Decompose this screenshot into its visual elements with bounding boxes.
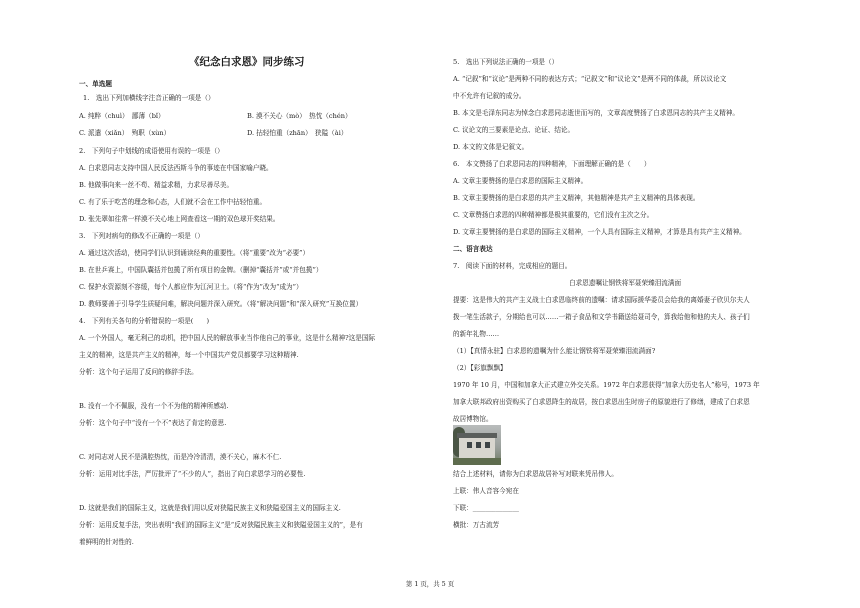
q5-option-a-line1: A. “记叙”和“议论”是两种不同的表达方式；“记叙文”和“议论文”是两不同的体裁，所以议论文	[453, 75, 727, 83]
q4-option-a-line1: A. 一个外国人，毫无利己的动机，把中国人民的解放事业当作他自己的事业，这是什么精神?这是国际	[79, 334, 376, 342]
question-1: 1. 选出下列加横线字注音正确的一项是（）	[83, 94, 215, 102]
q4-option-b-analysis: 分析：这个句子中“没有一个不”表达了肯定的意思.	[79, 419, 227, 427]
page-title: 《纪念白求恩》同步练习	[189, 56, 305, 68]
q2-option-b: B. 他做事向来一丝不苟、精益求精，力求尽善尽美。	[79, 181, 234, 189]
q6-option-d: D. 文章主要赞扬的是白求恩的国际主义精神，一个人具有国际主义精神，才算是具有共产主义精神。	[453, 228, 746, 236]
couplet-instruction: 结合上述材料，请你为白求恩故居补写对联来凭吊伟人。	[453, 470, 618, 478]
q5-option-b: B. 本文是毛泽东同志为悼念白求恩同志逝世而写的，文章高度赞扬了白求恩同志的共产主义精神。	[453, 109, 739, 117]
q2-option-c: C. 有了乐于吃苦的理念和心态，人们就不会在工作中拈轻怕重。	[79, 198, 267, 206]
question-3: 3. 下列对病句的修改不正确的一项是（）	[79, 232, 204, 240]
q1-option-a: A. 纯粹（chuì） 鄙薄（bǐ）	[79, 112, 165, 120]
q3-option-b: B. 在世乒赛上，中国队囊括并包揽了所有项目的金牌。（删掉“囊括并”或“并包揽”）	[79, 266, 323, 274]
q1-option-b: B. 漠不关心（mò） 热忱（chén）	[247, 112, 352, 120]
material-line1: 提要：这是伟大的共产主义战士白求恩临终前的遗嘱：请求国际援华委员会给我的离婚妻子欣贝尔夫人	[453, 296, 750, 304]
q6-option-c: C. 文章赞扬白求恩的四种精神都是极其重要的，它们没有主次之分。	[453, 211, 654, 219]
couplet-lower: 下联：______________	[453, 504, 519, 512]
q6-option-b: B. 文章主要赞扬的是白求恩的共产主义精神，其他精神是共产主义精神的具体表现。	[453, 194, 700, 202]
q4-option-d-analysis-line1: 分析：运用反复手法，突出表明“我们的国际主义”是“反对狭隘民族主义和狭隘爱国主义的”，是有	[79, 521, 363, 529]
q1-option-d: D. 拈轻怕重（zhān） 狭隘（ài）	[247, 129, 348, 137]
q3-option-a: A. 通过这次活动，使同学们认识到诵读经典的重要性。（将“重要”改为“必要”）	[79, 249, 310, 257]
bethune-house-photo	[453, 425, 501, 465]
q4-option-a-line2: 主义的精神，这是共产主义的精神，每一个中国共产党员都要学习这种精神.	[79, 351, 299, 359]
q3-option-c: C. 保护水资源刻不容缓，每个人都应作为江河卫士。（将“作为”改为“成为”）	[79, 283, 303, 291]
q3-option-d: D. 教师要善于引导学生质疑问难，解决问题并深入研究。（将“解决问题”和“深入研究”互换位置）	[79, 300, 363, 308]
q5-option-c: C. 议论文的三要素是论点、论证、结论。	[453, 126, 575, 134]
couplet-horizontal: 横批：万古流芳	[453, 521, 500, 529]
page-footer: 第 1 页，共 5 页	[405, 580, 455, 588]
q4-option-c-analysis: 分析：运用对比手法，严厉批评了“不少的人”，指出了向白求恩学习的必要性.	[79, 470, 306, 478]
question-2: 2. 下列句子中划线的成语使用有误的一项是（）	[79, 147, 224, 155]
material-line2: 拨一笔生活款子，分期给也可以……一箱子食品和文学书籍送给聂司令，算我给他和他的夫人、孩子们	[453, 313, 750, 321]
q2-option-d: D. 张先翠如往常一样漠不关心地上网查看这一期的双色球开奖结果。	[79, 215, 280, 223]
history-line1: 1970 年 10 月，中国和加拿大正式建立外交关系。1972 年白求恩获得“加拿大历史名人”称号，1973 年	[453, 381, 760, 389]
q7-sub2: （2）【彩旗飘飘】	[453, 364, 507, 372]
q2-option-a: A. 白求恩同志支持中国人民反法西斯斗争的事迹在中国家喻户晓。	[79, 164, 273, 172]
history-line3: 故居博物馆。	[453, 415, 493, 423]
q5-option-a-line2: 中不允许有记叙的成分。	[453, 92, 526, 100]
material-heading: 白求恩遗嘱让钢铁将军聂荣臻泪流满面	[569, 279, 682, 287]
q7-sub1: （1）【真情永驻】白求恩的遗嘱为什么能让钢铁将军聂荣臻泪流满面?	[453, 347, 656, 355]
question-4: 4. 下列有关各句的分析错误的一项是( )	[79, 317, 210, 325]
question-7: 7. 阅读下面的材料，完成相应的题目。	[453, 262, 572, 270]
history-line2: 加拿大联邦政府出资购买了白求恩降生的故居，按白求恩出生时房子的原貌进行了修缮，建成了白求恩	[453, 398, 750, 406]
q1-option-c: C. 派遣（xiǎn） 殉职（xùn）	[79, 129, 171, 137]
q4-option-b: B. 没有一个不佩服，没有一个不为他的精神所感动.	[79, 402, 229, 410]
question-6: 6. 本文赞扬了白求恩同志的四种精神，下面理解正确的是（ ）	[453, 160, 651, 168]
material-line3: 的新年礼物……	[453, 330, 500, 338]
q4-option-a-analysis: 分析：这个句子运用了反问的修辞手法。	[79, 368, 198, 376]
couplet-upper: 上联：伟人音容今宛在	[453, 487, 519, 495]
q4-option-d-analysis-line2: 着鲜明的针对性的.	[79, 538, 134, 546]
section-heading-single-choice: 一、单选题	[79, 80, 112, 88]
question-5: 5. 选出下列说法正确的一项是（）	[453, 58, 559, 66]
q4-option-c: C. 对同志对人民不是满腔热忱，而是冷冷清清，漠不关心，麻木不仁.	[79, 453, 282, 461]
section-heading-language: 二、语言表达	[453, 245, 493, 253]
q4-option-d: D. 这就是我们的国际主义，这就是我们用以反对狭隘民族主义和狭隘爱国主义的国际主义.	[79, 504, 341, 512]
q6-option-a: A. 文章主要赞扬的是白求恩的国际主义精神。	[453, 177, 588, 185]
q5-option-d: D. 本文的文体是记叙文。	[453, 143, 529, 151]
